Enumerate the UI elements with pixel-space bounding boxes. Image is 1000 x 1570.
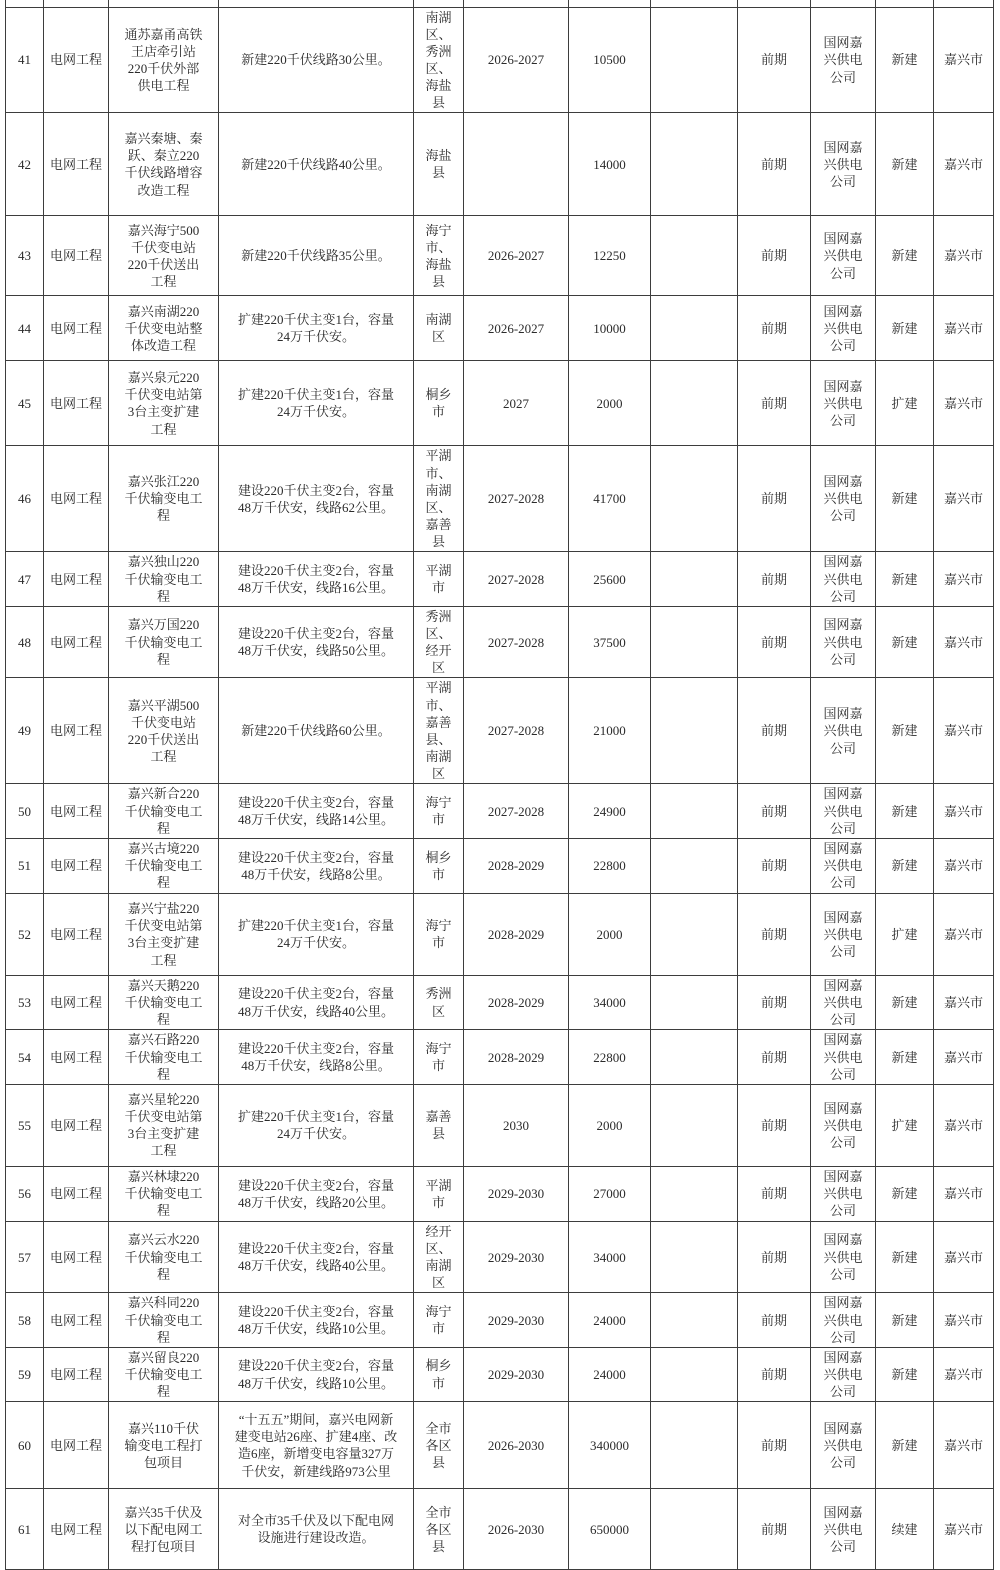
cell-location: 秀洲区、经开区 <box>414 606 464 678</box>
cell-company: 国网嘉兴供电公司 <box>811 361 876 446</box>
cell-blank <box>934 0 994 7</box>
cell-location: 全市各区县 <box>414 1402 464 1489</box>
table-row <box>6 893 994 975</box>
cell-build-content: 建设220千伏主变2台，容量48万千伏安，线路50公里。 <box>219 606 414 678</box>
cell-blank <box>651 975 738 1029</box>
cell-blank <box>219 0 414 7</box>
cell-blank <box>651 446 738 552</box>
cell-blank <box>651 1347 738 1401</box>
cell-project-name: 嘉兴云水220千伏输变电工程 <box>109 1221 219 1293</box>
cell-row-number: 44 <box>6 296 44 361</box>
cell-build-content: 建设220千伏主变2台，容量48万千伏安，线路40公里。 <box>219 1221 414 1293</box>
cell-project-name: 嘉兴留良220千伏输变电工程 <box>109 1347 219 1401</box>
cell-project-name: 嘉兴古境220千伏输变电工程 <box>109 838 219 893</box>
table-row <box>6 446 994 552</box>
cell-build-type: 新建 <box>876 1402 934 1489</box>
cell-company: 国网嘉兴供电公司 <box>811 1347 876 1401</box>
cell-build-content: “十五五”期间，嘉兴电网新建变电站26座、扩建4座、改造6座，新增变电容量327万千伏安，新建线路973公里 <box>219 1402 414 1489</box>
cell-years: 2026-2027 <box>464 7 569 113</box>
cell-build-type: 新建 <box>876 552 934 606</box>
cell-investment: 24000 <box>569 1347 651 1401</box>
cell-build-type: 新建 <box>876 784 934 838</box>
cell-investment: 22800 <box>569 838 651 893</box>
cell-company: 国网嘉兴供电公司 <box>811 1489 876 1570</box>
cell-location: 全市各区县 <box>414 1489 464 1570</box>
cell-project-name: 通苏嘉甬高铁王店牵引站220千伏外部供电工程 <box>109 7 219 113</box>
cell-blank <box>651 1293 738 1347</box>
cell-years: 2029-2030 <box>464 1166 569 1221</box>
cell-build-type: 新建 <box>876 975 934 1029</box>
table-row <box>6 1166 994 1221</box>
table-row <box>6 784 994 838</box>
cell-project-name: 嘉兴海宁500千伏变电站220千伏送出工程 <box>109 216 219 296</box>
cell-location: 南湖区 <box>414 296 464 361</box>
cell-city: 嘉兴市 <box>934 838 994 893</box>
cell-location: 海盐县 <box>414 113 464 216</box>
cell-project-name: 嘉兴张江220千伏输变电工程 <box>109 446 219 552</box>
cell-project-name: 嘉兴110千伏输变电工程打包项目 <box>109 1402 219 1489</box>
cell-build-content: 新建220千伏线路40公里。 <box>219 113 414 216</box>
cell-city: 嘉兴市 <box>934 784 994 838</box>
cell-build-type: 新建 <box>876 1030 934 1084</box>
cell-city: 嘉兴市 <box>934 678 994 784</box>
cell-build-type: 新建 <box>876 216 934 296</box>
cell-status: 前期 <box>738 113 811 216</box>
cell-project-name: 嘉兴科同220千伏输变电工程 <box>109 1293 219 1347</box>
cell-status: 前期 <box>738 1293 811 1347</box>
cell-blank <box>651 1402 738 1489</box>
cell-build-type: 扩建 <box>876 361 934 446</box>
cell-row-number: 46 <box>6 446 44 552</box>
cell-status: 前期 <box>738 838 811 893</box>
projects-table <box>5 0 994 1570</box>
cell-project-name: 嘉兴石路220千伏输变电工程 <box>109 1030 219 1084</box>
cell-investment: 10000 <box>569 296 651 361</box>
cell-build-type: 新建 <box>876 838 934 893</box>
cell-location: 秀洲区 <box>414 975 464 1029</box>
cell-location: 嘉善县 <box>414 1084 464 1166</box>
cell-city: 嘉兴市 <box>934 1030 994 1084</box>
cell-row-number: 51 <box>6 838 44 893</box>
table-row <box>6 606 994 678</box>
cell-build-content: 建设220千伏主变2台，容量48万千伏安，线路16公里。 <box>219 552 414 606</box>
cell-build-content: 建设220千伏主变2台，容量48万千伏安，线路8公里。 <box>219 838 414 893</box>
cell-build-content: 扩建220千伏主变1台，容量24万千伏安。 <box>219 893 414 975</box>
cell-company: 国网嘉兴供电公司 <box>811 784 876 838</box>
table-row <box>6 1293 994 1347</box>
cell-category: 电网工程 <box>44 606 109 678</box>
cell-location: 平湖市、嘉善县、南湖区 <box>414 678 464 784</box>
cell-category: 电网工程 <box>44 1402 109 1489</box>
cell-company: 国网嘉兴供电公司 <box>811 975 876 1029</box>
cell-project-name: 嘉兴星轮220千伏变电站第3台主变扩建工程 <box>109 1084 219 1166</box>
cell-category: 电网工程 <box>44 975 109 1029</box>
cell-company: 国网嘉兴供电公司 <box>811 1084 876 1166</box>
cell-project-name: 嘉兴秦塘、秦跃、秦立220千伏线路增容改造工程 <box>109 113 219 216</box>
cell-status: 前期 <box>738 1221 811 1293</box>
cell-blank <box>414 0 464 7</box>
cell-city: 嘉兴市 <box>934 1221 994 1293</box>
cell-city: 嘉兴市 <box>934 1489 994 1570</box>
cell-category: 电网工程 <box>44 552 109 606</box>
cell-build-content: 建设220千伏主变2台，容量48万千伏安，线路62公里。 <box>219 446 414 552</box>
cell-build-type: 扩建 <box>876 893 934 975</box>
cell-blank <box>811 0 876 7</box>
table-row <box>6 1030 994 1084</box>
cell-build-content: 扩建220千伏主变1台，容量24万千伏安。 <box>219 296 414 361</box>
cell-location: 南湖区、秀洲区、海盐县 <box>414 7 464 113</box>
cell-investment: 340000 <box>569 1402 651 1489</box>
cell-investment: 22800 <box>569 1030 651 1084</box>
cell-status: 前期 <box>738 361 811 446</box>
cell-investment: 650000 <box>569 1489 651 1570</box>
cell-years: 2030 <box>464 1084 569 1166</box>
cell-years: 2029-2030 <box>464 1293 569 1347</box>
cell-row-number: 50 <box>6 784 44 838</box>
cell-build-content: 建设220千伏主变2台，容量48万千伏安，线路40公里。 <box>219 975 414 1029</box>
cell-row-number: 56 <box>6 1166 44 1221</box>
cell-blank <box>464 0 569 7</box>
cell-company: 国网嘉兴供电公司 <box>811 606 876 678</box>
cell-category: 电网工程 <box>44 784 109 838</box>
cell-years <box>464 113 569 216</box>
cell-project-name: 嘉兴南湖220千伏变电站整体改造工程 <box>109 296 219 361</box>
cell-row-number: 47 <box>6 552 44 606</box>
cell-years: 2027 <box>464 361 569 446</box>
cell-investment: 2000 <box>569 361 651 446</box>
table-row <box>6 1084 994 1166</box>
cell-build-type: 新建 <box>876 1293 934 1347</box>
cell-blank <box>651 7 738 113</box>
cell-project-name: 嘉兴宁盐220千伏变电站第3台主变扩建工程 <box>109 893 219 975</box>
cell-city: 嘉兴市 <box>934 1347 994 1401</box>
cell-build-content: 建设220千伏主变2台，容量48万千伏安，线路10公里。 <box>219 1293 414 1347</box>
cell-row-number: 60 <box>6 1402 44 1489</box>
cell-build-content: 新建220千伏线路60公里。 <box>219 678 414 784</box>
table-row <box>6 838 994 893</box>
cell-location: 桐乡市 <box>414 838 464 893</box>
cell-project-name: 嘉兴35千伏及以下配电网工程打包项目 <box>109 1489 219 1570</box>
cell-status: 前期 <box>738 7 811 113</box>
cell-category: 电网工程 <box>44 446 109 552</box>
cell-blank <box>569 0 651 7</box>
cell-city: 嘉兴市 <box>934 216 994 296</box>
cell-blank <box>876 0 934 7</box>
cell-years: 2027-2028 <box>464 606 569 678</box>
cell-company: 国网嘉兴供电公司 <box>811 1166 876 1221</box>
cell-build-content: 扩建220千伏主变1台，容量24万千伏安。 <box>219 1084 414 1166</box>
cell-investment: 12250 <box>569 216 651 296</box>
cell-build-type: 新建 <box>876 1166 934 1221</box>
table-row <box>6 361 994 446</box>
cell-status: 前期 <box>738 216 811 296</box>
cell-blank <box>44 0 109 7</box>
cell-row-number: 52 <box>6 893 44 975</box>
cell-status: 前期 <box>738 296 811 361</box>
cell-years: 2028-2029 <box>464 893 569 975</box>
cell-build-type: 新建 <box>876 113 934 216</box>
cell-blank <box>651 1489 738 1570</box>
cell-location: 平湖市 <box>414 1166 464 1221</box>
cell-row-number: 43 <box>6 216 44 296</box>
cell-project-name: 嘉兴天鹅220千伏输变电工程 <box>109 975 219 1029</box>
cell-project-name: 嘉兴林埭220千伏输变电工程 <box>109 1166 219 1221</box>
cell-investment: 25600 <box>569 552 651 606</box>
cell-city: 嘉兴市 <box>934 893 994 975</box>
cell-build-type: 续建 <box>876 1489 934 1570</box>
cell-city: 嘉兴市 <box>934 552 994 606</box>
table-row <box>6 7 994 113</box>
cell-investment: 41700 <box>569 446 651 552</box>
cell-row-number: 58 <box>6 1293 44 1347</box>
cell-status: 前期 <box>738 975 811 1029</box>
cell-category: 电网工程 <box>44 838 109 893</box>
cell-build-content: 建设220千伏主变2台，容量48万千伏安，线路14公里。 <box>219 784 414 838</box>
cell-build-content: 新建220千伏线路35公里。 <box>219 216 414 296</box>
cell-company: 国网嘉兴供电公司 <box>811 838 876 893</box>
cell-category: 电网工程 <box>44 216 109 296</box>
cell-build-content: 对全市35千伏及以下配电网设施进行建设改造。 <box>219 1489 414 1570</box>
table-row <box>6 1489 994 1570</box>
cell-years: 2027-2028 <box>464 446 569 552</box>
cell-build-content: 建设220千伏主变2台，容量48万千伏安，线路10公里。 <box>219 1347 414 1401</box>
cell-location: 桐乡市 <box>414 1347 464 1401</box>
cell-status: 前期 <box>738 606 811 678</box>
cell-status: 前期 <box>738 446 811 552</box>
cell-years: 2026-2027 <box>464 216 569 296</box>
cell-category: 电网工程 <box>44 1293 109 1347</box>
cell-status: 前期 <box>738 1489 811 1570</box>
cell-investment: 21000 <box>569 678 651 784</box>
cell-investment: 2000 <box>569 1084 651 1166</box>
cell-row-number: 55 <box>6 1084 44 1166</box>
cell-category: 电网工程 <box>44 1221 109 1293</box>
cell-city: 嘉兴市 <box>934 7 994 113</box>
cell-years: 2027-2028 <box>464 678 569 784</box>
cell-category: 电网工程 <box>44 7 109 113</box>
cell-status: 前期 <box>738 552 811 606</box>
cell-location: 海宁市 <box>414 1293 464 1347</box>
table-row <box>6 296 994 361</box>
cell-city: 嘉兴市 <box>934 1293 994 1347</box>
cell-city: 嘉兴市 <box>934 606 994 678</box>
cell-blank <box>651 606 738 678</box>
cell-build-content: 建设220千伏主变2台，容量48万千伏安，线路20公里。 <box>219 1166 414 1221</box>
cell-status: 前期 <box>738 1347 811 1401</box>
cell-company: 国网嘉兴供电公司 <box>811 7 876 113</box>
cell-company: 国网嘉兴供电公司 <box>811 1030 876 1084</box>
cell-investment: 37500 <box>569 606 651 678</box>
cell-company: 国网嘉兴供电公司 <box>811 296 876 361</box>
cell-blank <box>651 113 738 216</box>
cell-project-name: 嘉兴独山220千伏输变电工程 <box>109 552 219 606</box>
cell-city: 嘉兴市 <box>934 296 994 361</box>
table-row <box>6 678 994 784</box>
cell-investment: 14000 <box>569 113 651 216</box>
table-row <box>6 1347 994 1401</box>
cell-row-number: 59 <box>6 1347 44 1401</box>
cell-project-name: 嘉兴万国220千伏输变电工程 <box>109 606 219 678</box>
cell-investment: 2000 <box>569 893 651 975</box>
cell-build-type: 扩建 <box>876 1084 934 1166</box>
cell-location: 平湖市 <box>414 552 464 606</box>
cell-blank <box>651 893 738 975</box>
cell-row-number: 61 <box>6 1489 44 1570</box>
cell-city: 嘉兴市 <box>934 1084 994 1166</box>
cell-build-type: 新建 <box>876 446 934 552</box>
cell-location: 海宁市 <box>414 893 464 975</box>
cell-category: 电网工程 <box>44 1030 109 1084</box>
table-row <box>6 113 994 216</box>
cell-company: 国网嘉兴供电公司 <box>811 1402 876 1489</box>
cell-years: 2026-2030 <box>464 1402 569 1489</box>
cell-company: 国网嘉兴供电公司 <box>811 678 876 784</box>
cell-years: 2026-2030 <box>464 1489 569 1570</box>
table-row <box>6 552 994 606</box>
cell-city: 嘉兴市 <box>934 113 994 216</box>
cell-blank <box>651 296 738 361</box>
cell-company: 国网嘉兴供电公司 <box>811 113 876 216</box>
cell-blank <box>651 1221 738 1293</box>
cell-blank <box>651 678 738 784</box>
cell-category: 电网工程 <box>44 113 109 216</box>
cell-investment: 24000 <box>569 1293 651 1347</box>
cell-status: 前期 <box>738 1166 811 1221</box>
cell-category: 电网工程 <box>44 1489 109 1570</box>
cell-build-type: 新建 <box>876 1347 934 1401</box>
cell-category: 电网工程 <box>44 893 109 975</box>
cell-years: 2027-2028 <box>464 552 569 606</box>
cell-years: 2027-2028 <box>464 784 569 838</box>
table-row <box>6 216 994 296</box>
cell-investment: 10500 <box>569 7 651 113</box>
cell-blank <box>109 0 219 7</box>
cell-investment: 34000 <box>569 1221 651 1293</box>
cell-city: 嘉兴市 <box>934 975 994 1029</box>
cell-status: 前期 <box>738 893 811 975</box>
cell-years: 2029-2030 <box>464 1221 569 1293</box>
cell-location: 经开区、南湖区 <box>414 1221 464 1293</box>
cell-build-type: 新建 <box>876 296 934 361</box>
cell-build-type: 新建 <box>876 1221 934 1293</box>
cell-years: 2026-2027 <box>464 296 569 361</box>
cell-category: 电网工程 <box>44 1347 109 1401</box>
cell-location: 海宁市 <box>414 784 464 838</box>
cell-company: 国网嘉兴供电公司 <box>811 1221 876 1293</box>
cell-city: 嘉兴市 <box>934 446 994 552</box>
cell-project-name: 嘉兴泉元220千伏变电站第3台主变扩建工程 <box>109 361 219 446</box>
cell-category: 电网工程 <box>44 1084 109 1166</box>
cell-status: 前期 <box>738 784 811 838</box>
cell-blank <box>651 1084 738 1166</box>
cell-build-content: 建设220千伏主变2台，容量48万千伏安，线路8公里。 <box>219 1030 414 1084</box>
cell-years: 2028-2029 <box>464 975 569 1029</box>
cell-investment: 27000 <box>569 1166 651 1221</box>
cell-blank <box>651 216 738 296</box>
cell-status: 前期 <box>738 1084 811 1166</box>
cell-blank <box>651 0 738 7</box>
cell-category: 电网工程 <box>44 678 109 784</box>
cell-blank <box>651 838 738 893</box>
cell-build-content: 新建220千伏线路30公里。 <box>219 7 414 113</box>
cell-company: 国网嘉兴供电公司 <box>811 1293 876 1347</box>
cell-company: 国网嘉兴供电公司 <box>811 216 876 296</box>
cell-build-type: 新建 <box>876 606 934 678</box>
cell-blank <box>738 0 811 7</box>
cell-blank <box>651 361 738 446</box>
cell-company: 国网嘉兴供电公司 <box>811 552 876 606</box>
cell-years: 2029-2030 <box>464 1347 569 1401</box>
cell-blank <box>651 1166 738 1221</box>
cell-build-content: 扩建220千伏主变1台，容量24万千伏安。 <box>219 361 414 446</box>
table-row <box>6 1402 994 1489</box>
cell-location: 平湖市、南湖区、嘉善县 <box>414 446 464 552</box>
cell-row-number: 57 <box>6 1221 44 1293</box>
cell-blank <box>6 0 44 7</box>
cell-investment: 24900 <box>569 784 651 838</box>
cell-years: 2028-2029 <box>464 838 569 893</box>
cell-row-number: 45 <box>6 361 44 446</box>
cell-years: 2028-2029 <box>464 1030 569 1084</box>
cell-blank <box>651 784 738 838</box>
cell-company: 国网嘉兴供电公司 <box>811 446 876 552</box>
cell-investment: 34000 <box>569 975 651 1029</box>
cell-location: 海宁市 <box>414 1030 464 1084</box>
cell-blank <box>651 1030 738 1084</box>
partial-row-top <box>6 0 994 7</box>
cell-city: 嘉兴市 <box>934 1402 994 1489</box>
cell-project-name: 嘉兴新合220千伏输变电工程 <box>109 784 219 838</box>
cell-row-number: 53 <box>6 975 44 1029</box>
cell-status: 前期 <box>738 1402 811 1489</box>
cell-row-number: 42 <box>6 113 44 216</box>
cell-category: 电网工程 <box>44 1166 109 1221</box>
table-row <box>6 975 994 1029</box>
cell-city: 嘉兴市 <box>934 1166 994 1221</box>
cell-category: 电网工程 <box>44 296 109 361</box>
cell-category: 电网工程 <box>44 361 109 446</box>
cell-city: 嘉兴市 <box>934 361 994 446</box>
cell-status: 前期 <box>738 678 811 784</box>
cell-location: 桐乡市 <box>414 361 464 446</box>
cell-row-number: 48 <box>6 606 44 678</box>
cell-build-type: 新建 <box>876 7 934 113</box>
table-row <box>6 1221 994 1293</box>
cell-project-name: 嘉兴平湖500千伏变电站220千伏送出工程 <box>109 678 219 784</box>
cell-location: 海宁市、海盐县 <box>414 216 464 296</box>
cell-build-type: 新建 <box>876 678 934 784</box>
cell-row-number: 54 <box>6 1030 44 1084</box>
cell-blank <box>651 552 738 606</box>
cell-company: 国网嘉兴供电公司 <box>811 893 876 975</box>
cell-row-number: 49 <box>6 678 44 784</box>
cell-row-number: 41 <box>6 7 44 113</box>
cell-status: 前期 <box>738 1030 811 1084</box>
